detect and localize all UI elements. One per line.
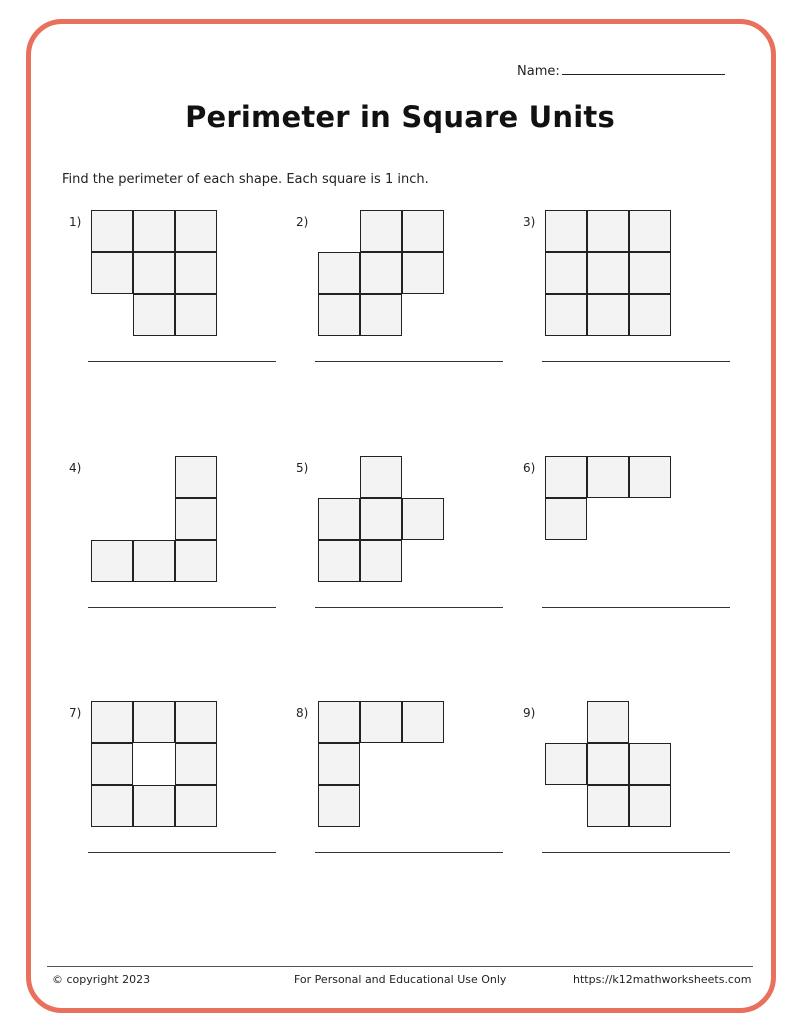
unit-square bbox=[133, 294, 175, 336]
unit-square bbox=[175, 785, 217, 827]
unit-square bbox=[175, 540, 217, 582]
footer-divider bbox=[47, 966, 753, 967]
unit-square bbox=[360, 210, 402, 252]
unit-square bbox=[175, 210, 217, 252]
footer-usage: For Personal and Educational Use Only bbox=[294, 973, 507, 986]
unit-square bbox=[133, 540, 175, 582]
unit-square bbox=[175, 498, 217, 540]
answer-line[interactable] bbox=[542, 852, 730, 853]
unit-square bbox=[91, 785, 133, 827]
unit-square bbox=[629, 743, 671, 785]
unit-square bbox=[360, 456, 402, 498]
unit-square bbox=[545, 252, 587, 294]
unit-square bbox=[91, 743, 133, 785]
unit-square bbox=[133, 785, 175, 827]
unit-square bbox=[587, 210, 629, 252]
problem-number: 1) bbox=[69, 215, 82, 229]
unit-square bbox=[360, 294, 402, 336]
page-title: Perimeter in Square Units bbox=[185, 100, 615, 134]
problem-number: 9) bbox=[523, 706, 536, 720]
answer-line[interactable] bbox=[542, 607, 730, 608]
unit-square bbox=[133, 701, 175, 743]
unit-square bbox=[629, 210, 671, 252]
unit-square bbox=[545, 294, 587, 336]
name-label: Name: bbox=[517, 64, 560, 79]
answer-line[interactable] bbox=[88, 852, 276, 853]
unit-square bbox=[587, 252, 629, 294]
unit-square bbox=[318, 785, 360, 827]
unit-square bbox=[360, 252, 402, 294]
unit-square bbox=[175, 456, 217, 498]
unit-square bbox=[175, 743, 217, 785]
unit-square bbox=[360, 701, 402, 743]
problem-number: 7) bbox=[69, 706, 82, 720]
unit-square bbox=[402, 701, 444, 743]
unit-square bbox=[318, 743, 360, 785]
unit-square bbox=[629, 252, 671, 294]
problem-number: 2) bbox=[296, 215, 309, 229]
name-blank[interactable] bbox=[562, 62, 725, 75]
unit-square bbox=[629, 294, 671, 336]
unit-square bbox=[318, 701, 360, 743]
unit-square bbox=[629, 785, 671, 827]
unit-square bbox=[587, 785, 629, 827]
unit-square bbox=[545, 498, 587, 540]
unit-square bbox=[318, 498, 360, 540]
unit-square bbox=[360, 540, 402, 582]
answer-line[interactable] bbox=[315, 361, 503, 362]
unit-square bbox=[91, 701, 133, 743]
unit-square bbox=[175, 252, 217, 294]
answer-line[interactable] bbox=[542, 361, 730, 362]
answer-line[interactable] bbox=[88, 607, 276, 608]
problem-number: 3) bbox=[523, 215, 536, 229]
unit-square bbox=[402, 498, 444, 540]
footer-site: https://k12mathworksheets.com bbox=[573, 973, 752, 986]
answer-line[interactable] bbox=[315, 607, 503, 608]
answer-line[interactable] bbox=[88, 361, 276, 362]
name-field bbox=[517, 62, 725, 79]
unit-square bbox=[175, 701, 217, 743]
unit-square bbox=[91, 252, 133, 294]
unit-square bbox=[91, 210, 133, 252]
unit-square bbox=[318, 252, 360, 294]
problem-number: 4) bbox=[69, 461, 82, 475]
unit-square bbox=[545, 743, 587, 785]
unit-square bbox=[133, 252, 175, 294]
unit-square bbox=[545, 456, 587, 498]
unit-square bbox=[587, 456, 629, 498]
unit-square bbox=[318, 540, 360, 582]
instructions: Find the perimeter of each shape. Each square is 1 inch. bbox=[62, 172, 429, 187]
problem-number: 5) bbox=[296, 461, 309, 475]
unit-square bbox=[133, 210, 175, 252]
unit-square bbox=[402, 252, 444, 294]
unit-square bbox=[587, 701, 629, 743]
unit-square bbox=[629, 456, 671, 498]
unit-square bbox=[318, 294, 360, 336]
unit-square bbox=[175, 294, 217, 336]
unit-square bbox=[587, 294, 629, 336]
unit-square bbox=[545, 210, 587, 252]
unit-square bbox=[91, 540, 133, 582]
unit-square bbox=[587, 743, 629, 785]
footer-copyright: © copyright 2023 bbox=[52, 973, 151, 986]
unit-square bbox=[360, 498, 402, 540]
answer-line[interactable] bbox=[315, 852, 503, 853]
problem-number: 8) bbox=[296, 706, 309, 720]
problem-number: 6) bbox=[523, 461, 536, 475]
unit-square bbox=[402, 210, 444, 252]
